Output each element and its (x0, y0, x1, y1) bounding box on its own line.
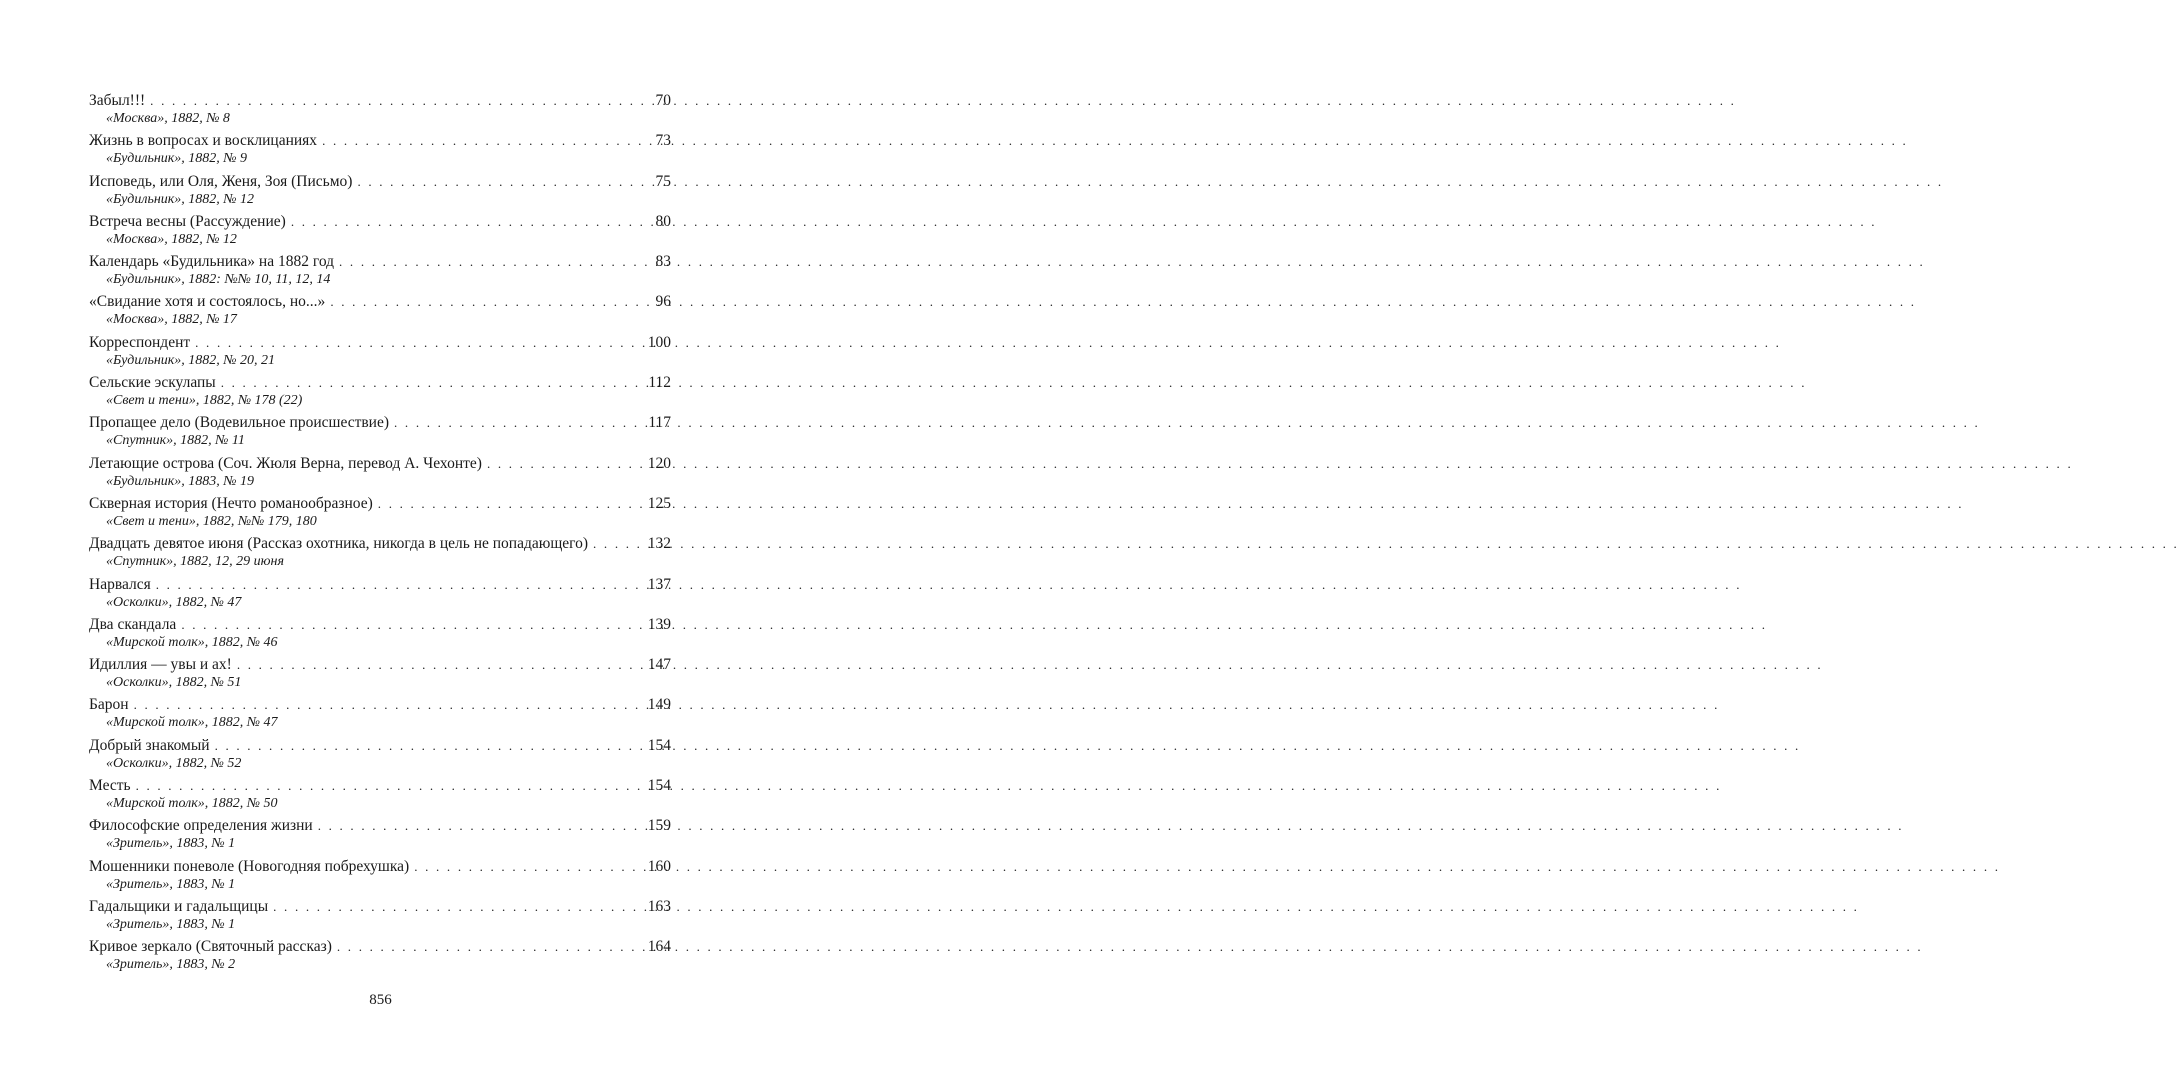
toc-entry-source: «Спутник», 1882, № 11 (106, 433, 245, 449)
toc-entry-source: «Москва», 1882, № 8 (106, 111, 230, 126)
toc-entry-title: Барон (89, 696, 129, 714)
toc-entry-page: 125 (647, 494, 671, 512)
toc-entry-page: 73 (655, 132, 671, 150)
toc-entry-line (89, 413, 671, 432)
toc-entry (89, 857, 671, 897)
toc-entry-line (89, 172, 671, 191)
toc-entry-page: 164 (647, 938, 671, 956)
toc-entry-line (89, 857, 671, 876)
toc-entry-page: 154 (647, 777, 671, 795)
toc-entry-line (89, 91, 671, 110)
toc-entry-source: «Зритель», 1883, № 1 (106, 836, 236, 852)
toc-entry (89, 454, 671, 494)
toc-entry (89, 534, 671, 574)
toc-entry-line (89, 252, 671, 271)
toc-entry-title: Скверная история (Нечто романообразное) (89, 494, 373, 512)
toc-entry-source: «Мирской толк», 1882, № 47 (106, 715, 278, 731)
dot-leader (330, 292, 651, 311)
dot-leader (156, 575, 644, 594)
toc-entry-source: «Будильник», 1882, № 9 (106, 151, 248, 167)
toc-entry-source: «Осколки», 1882, № 51 (106, 675, 242, 691)
dot-leader (339, 252, 651, 271)
dot-leader (322, 131, 651, 150)
toc-entry-title: Добрый знакомый (89, 736, 210, 754)
dot-leader (181, 615, 643, 634)
toc-entry-page: 149 (647, 696, 671, 714)
toc-entry-page: 132 (647, 535, 671, 553)
toc-entry-source: «Будильник», 1882, № 12 (106, 191, 255, 207)
toc-entry-line (89, 131, 671, 150)
toc-entry-line (89, 937, 671, 956)
toc-entry-page: 70 (655, 92, 671, 109)
toc-entry-title: Встреча весны (Рассуждение) (89, 212, 286, 230)
toc-entry-title: Календарь «Будильника» на 1882 год (89, 253, 335, 271)
toc-entry-page: 163 (647, 897, 671, 915)
toc-entry-source: «Свет и тени», 1882, №№ 179, 180 (106, 513, 317, 529)
dot-leader (593, 534, 644, 553)
toc-entry-line (89, 736, 671, 755)
toc-entry (89, 373, 671, 413)
dot-leader (337, 937, 644, 956)
dot-leader (318, 816, 644, 835)
toc-entry (89, 131, 671, 171)
dot-leader (237, 655, 644, 674)
toc-entry-line (89, 695, 671, 714)
toc-entry-page: 80 (655, 212, 671, 230)
toc-entry-source: «Зритель», 1883, № 1 (106, 876, 236, 892)
toc-entry-line (89, 575, 671, 594)
toc-entry (89, 897, 671, 937)
toc-entry (89, 816, 671, 856)
toc-entry-page: 100 (647, 333, 671, 351)
toc-entry-page: 75 (655, 172, 671, 190)
toc-entry-page: 137 (647, 575, 671, 593)
toc-entry (89, 695, 671, 735)
toc-entry (89, 91, 671, 131)
dot-leader (215, 736, 644, 755)
toc-entry-source: «Мирской толк», 1882, № 50 (106, 796, 278, 812)
toc-entry (89, 252, 671, 292)
toc-entry-page: 159 (647, 817, 671, 835)
dot-leader (378, 494, 644, 513)
table-of-contents (89, 91, 671, 978)
toc-entry (89, 413, 671, 453)
toc-entry-line (89, 333, 671, 352)
dot-leader (291, 212, 652, 231)
dot-leader (150, 91, 651, 110)
toc-entry-page: 147 (647, 656, 671, 674)
toc-entry-source: «Осколки», 1882, № 47 (106, 594, 242, 610)
toc-entry-line (89, 655, 671, 674)
toc-entry (89, 494, 671, 534)
dot-leader (357, 172, 651, 191)
toc-entry (89, 776, 671, 816)
toc-entry-line (89, 454, 671, 473)
toc-entry-page: 83 (655, 253, 671, 271)
toc-entry (89, 212, 671, 252)
toc-entry-source: «Свет и тени», 1882, № 178 (22) (106, 393, 303, 409)
toc-entry-title: Нарвался (89, 575, 151, 593)
dot-leader (394, 413, 644, 432)
toc-entry-page: 96 (655, 293, 671, 311)
toc-entry-title: Пропащее дело (Водевильное происшествие) (89, 414, 390, 432)
toc-entry (89, 736, 671, 776)
toc-entry-source: «Осколки», 1882, № 52 (106, 755, 242, 771)
toc-entry-line (89, 534, 671, 553)
toc-entry (89, 575, 671, 615)
toc-entry-title: Корреспондент (89, 333, 191, 351)
toc-entry-source: «Будильник», 1883, № 19 (106, 473, 255, 489)
toc-entry-title: Двадцать девятое июня (Рассказ охотника, никогда в цель не попадающего) (89, 535, 589, 553)
toc-entry-line (89, 615, 671, 634)
toc-entry-page: 117 (648, 414, 671, 432)
toc-entry-source: «Москва», 1882, № 12 (106, 231, 237, 247)
toc-entry (89, 333, 671, 373)
toc-entry-source: «Будильник», 1882: №№ 10, 11, 12, 14 (106, 272, 331, 288)
dot-leader (487, 454, 644, 473)
toc-entry-title: Кривое зеркало (Святочный рассказ) (89, 938, 332, 956)
dot-leader (195, 333, 644, 352)
toc-entry-source: «Москва», 1882, № 17 (106, 312, 237, 328)
toc-entry-line (89, 292, 671, 311)
toc-entry-title: Философские определения жизни (89, 817, 313, 835)
toc-entry (89, 655, 671, 695)
toc-entry-title: Идиллия — увы и ах! (89, 656, 232, 674)
toc-entry-source: «Зритель», 1883, № 1 (106, 916, 236, 932)
toc-entry-title: Месть (89, 777, 131, 795)
toc-entry (89, 615, 671, 655)
toc-entry-line (89, 816, 671, 835)
toc-entry-title: Жизнь в вопросах и восклицаниях (89, 132, 318, 150)
toc-entry-title: Два скандала (89, 615, 177, 633)
toc-entry-line (89, 494, 671, 513)
toc-entry-source: «Спутник», 1882, 12, 29 июня (106, 554, 284, 570)
toc-entry-page: 160 (647, 857, 671, 875)
dot-leader (221, 373, 645, 392)
toc-entry-title: Сельские эскулапы (89, 374, 216, 392)
dot-leader (134, 695, 644, 714)
toc-entry (89, 292, 671, 332)
toc-entry-source: «Мирской толк», 1882, № 46 (106, 634, 278, 650)
toc-entry-line (89, 373, 671, 392)
toc-entry-title: Исповедь, или Оля, Женя, Зоя (Письмо) (89, 172, 353, 190)
dot-leader (414, 857, 644, 876)
toc-entry-line (89, 212, 671, 231)
toc-entry-page: 120 (647, 454, 671, 472)
toc-entry-source: «Зритель», 1883, № 2 (106, 957, 236, 973)
toc-entry (89, 172, 671, 212)
toc-entry (89, 937, 671, 977)
toc-entry-title: Гадальщики и гадальщицы (89, 897, 269, 915)
toc-entry-page: 154 (647, 736, 671, 754)
toc-entry-page: 112 (648, 374, 671, 392)
toc-entry-line (89, 776, 671, 795)
toc-entry-title: Мошенники поневоле (Новогодняя побрехушка) (89, 857, 410, 875)
toc-entry-line (89, 897, 671, 916)
toc-entry-source: «Будильник», 1882, № 20, 21 (106, 352, 276, 368)
toc-entry-title: Летающие острова (Соч. Жюля Верна, перевод А. Чехонте) (89, 454, 482, 472)
toc-entry-page: 139 (647, 615, 671, 633)
page-number: 856 (369, 992, 392, 1008)
toc-entry-title: «Свидание хотя и состоялось, но...» (89, 293, 326, 311)
toc-entry-title: Забыл!!! (89, 92, 146, 109)
dot-leader (136, 776, 644, 795)
dot-leader (273, 897, 644, 916)
